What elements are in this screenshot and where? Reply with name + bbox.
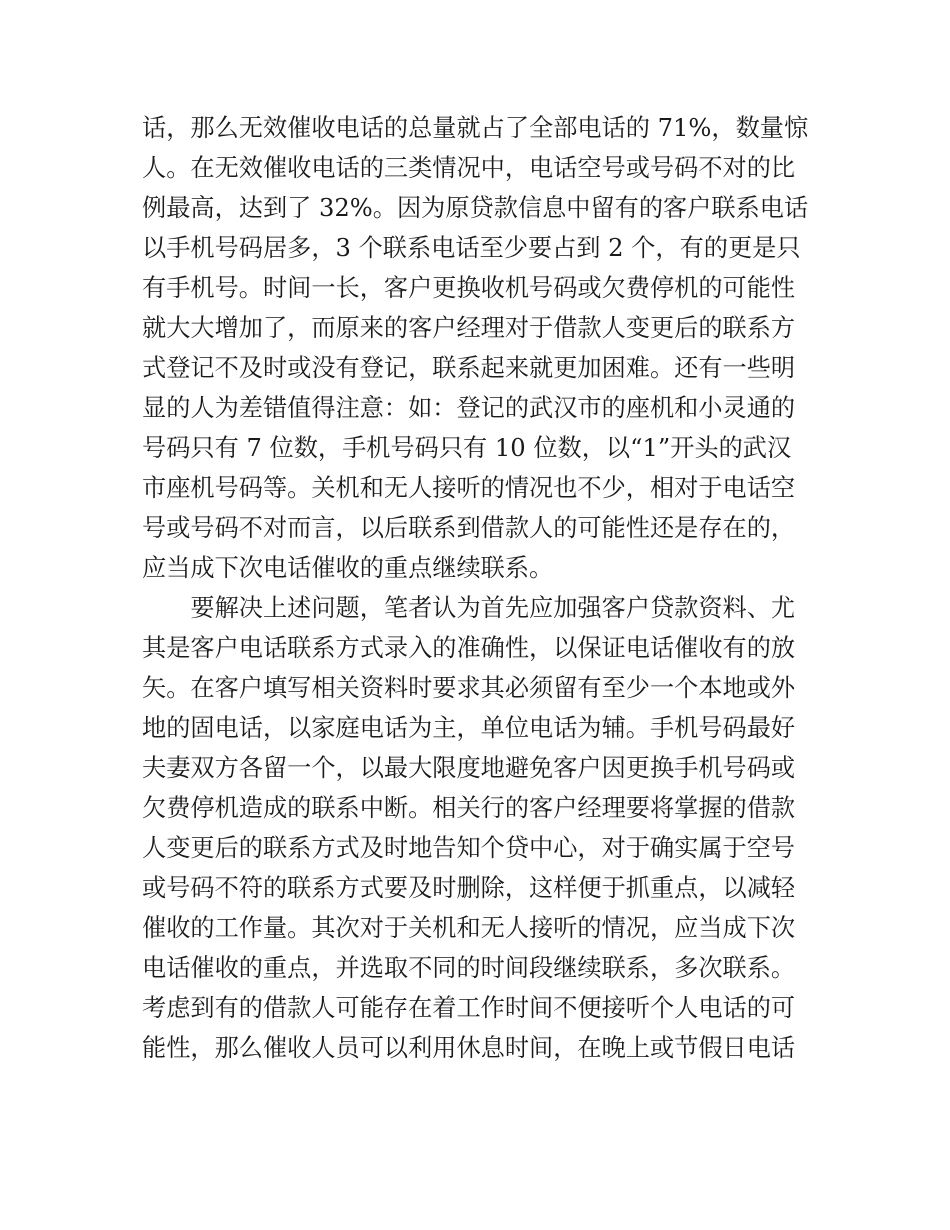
text-line-8: 显的人为差错值得注意：如：登记的武汉市的座机和小灵通的	[142, 394, 796, 422]
text-line-21: 催收的工作量。其次对于关机和无人接听的情况，应当成下次	[142, 914, 796, 942]
text-line-20: 或号码不符的联系方式要及时删除，这样便于抓重点，以减轻	[142, 874, 796, 902]
text-line-4: 以手机号码居多，3 个联系电话至少要占到 2 个，有的更是只	[142, 234, 801, 262]
text-line-1: 话，那么无效催收电话的总量就占了全部电话的 71%，数量惊	[142, 114, 809, 142]
text-line-5: 有手机号。时间一长，客户更换收机号码或欠费停机的可能性	[142, 274, 796, 302]
text-line-12: 应当成下次电话催收的重点继续联系。	[142, 554, 554, 582]
body-text	[142, 108, 822, 1068]
text-line-6: 就大大增加了，而原来的客户经理对于借款人变更后的联系方	[142, 314, 796, 342]
text-line-18: 欠费停机造成的联系中断。相关行的客户经理要将掌握的借款	[142, 794, 796, 822]
text-line-23: 考虑到有的借款人可能存在着工作时间不便接听个人电话的可	[142, 994, 796, 1022]
text-line-22: 电话催收的重点，并选取不同的时间段继续联系，多次联系。	[142, 954, 796, 982]
text-line-10: 市座机号码等。关机和无人接听的情况也不少，相对于电话空	[142, 474, 796, 502]
text-line-7: 式登记不及时或没有登记，联系起来就更加困难。还有一些明	[142, 354, 796, 382]
text-line-11: 号或号码不对而言，以后联系到借款人的可能性还是存在的，	[142, 514, 796, 542]
text-line-13: 要解决上述问题，笔者认为首先应加强客户贷款资料、尤	[142, 594, 796, 622]
text-line-14: 其是客户电话联系方式录入的准确性，以保证电话催收有的放	[142, 634, 796, 662]
text-line-24: 能性，那么催收人员可以利用休息时间，在晚上或节假日电话	[142, 1034, 796, 1062]
text-line-3: 例最高，达到了 32%。因为原贷款信息中留有的客户联系电话	[142, 194, 809, 222]
text-line-16: 地的固电话，以家庭电话为主，单位电话为辅。手机号码最好	[142, 714, 796, 742]
text-line-2: 人。在无效催收电话的三类情况中，电话空号或号码不对的比	[142, 154, 796, 182]
text-line-9: 号码只有 7 位数，手机号码只有 10 位数，以“1”开头的武汉	[142, 434, 792, 462]
text-line-19: 人变更后的联系方式及时地告知个贷中心，对于确实属于空号	[142, 834, 796, 862]
text-line-17: 夫妻双方各留一个，以最大限度地避免客户因更换手机号码或	[142, 754, 796, 782]
text-line-15: 矢。在客户填写相关资料时要求其必须留有至少一个本地或外	[142, 674, 796, 702]
